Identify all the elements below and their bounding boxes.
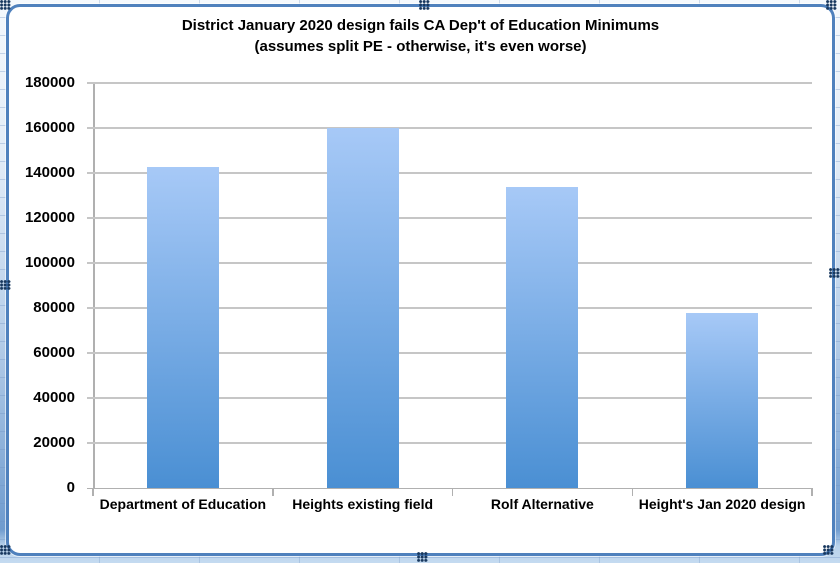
bar-4[interactable] — [686, 313, 758, 489]
selection-handle-bottom-left[interactable] — [0, 545, 11, 555]
y-tick-label: 180000 — [24, 74, 75, 91]
bar-2[interactable] — [327, 128, 399, 488]
x-tick-mark — [811, 488, 813, 496]
y-tick-label: 80000 — [33, 299, 75, 316]
y-tick-label: 40000 — [33, 389, 75, 406]
selection-handle-bottom-right[interactable] — [823, 545, 834, 555]
x-category-label: Height's Jan 2020 design — [638, 496, 806, 512]
plot-area — [93, 83, 812, 488]
y-tick-label: 100000 — [24, 254, 75, 271]
bar-3[interactable] — [506, 187, 578, 489]
chart-title-line2: (assumes split PE - otherwise, it's even worse) — [254, 38, 587, 55]
y-axis-labels — [9, 74, 75, 496]
x-tick-mark — [92, 488, 94, 496]
selection-handle-top-left[interactable] — [0, 0, 11, 10]
x-category-label: Heights existing field — [292, 496, 434, 512]
x-tick-mark — [632, 488, 634, 496]
y-tick-label: 0 — [66, 479, 75, 496]
y-axis-line — [93, 83, 95, 489]
chart-title-line1: District January 2020 design fails CA Dep't of Education Minimums — [181, 17, 660, 34]
chart-object-frame[interactable] — [6, 4, 835, 556]
selection-handle-top-center[interactable] — [419, 0, 430, 10]
chart-title — [9, 15, 832, 57]
x-tick-mark — [272, 488, 274, 496]
x-category-label: Department of Education — [99, 496, 267, 512]
x-axis-labels — [93, 496, 812, 512]
bar-1[interactable] — [147, 167, 219, 488]
selection-handle-right-middle[interactable] — [829, 268, 840, 278]
y-tick-label: 20000 — [33, 434, 75, 451]
gridline — [87, 127, 812, 129]
y-tick-label: 60000 — [33, 344, 75, 361]
y-tick-label: 120000 — [24, 209, 75, 226]
x-tick-mark — [452, 488, 454, 496]
y-tick-label: 140000 — [24, 164, 75, 181]
gridline — [87, 82, 812, 84]
selection-handle-bottom-center[interactable] — [417, 552, 428, 562]
y-tick-label: 160000 — [24, 119, 75, 136]
selection-handle-left-middle[interactable] — [0, 280, 11, 290]
x-category-label: Rolf Alternative — [490, 496, 594, 512]
selection-handle-top-right[interactable] — [826, 0, 837, 10]
